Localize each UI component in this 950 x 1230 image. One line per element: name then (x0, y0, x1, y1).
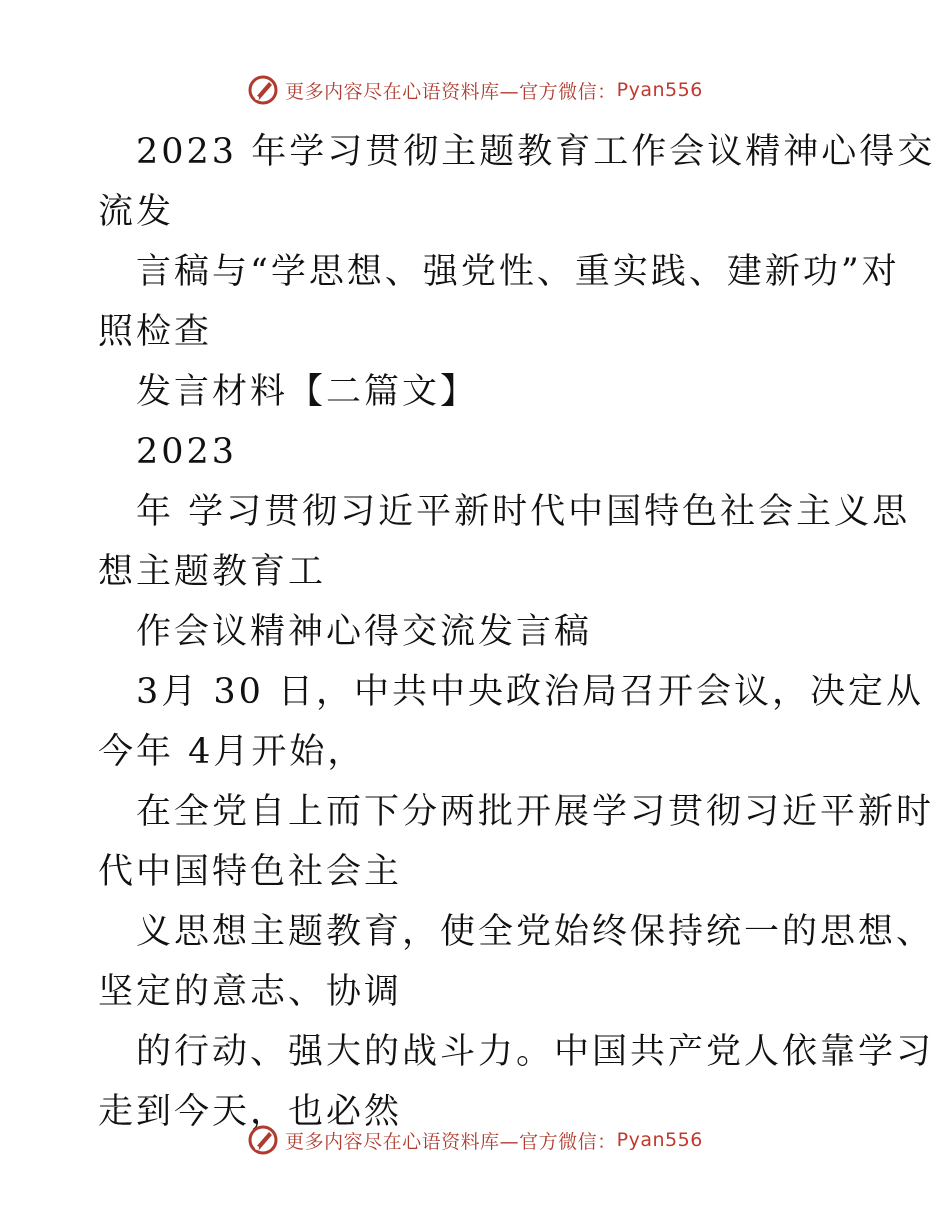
text-line: 作会议精神心得交流发言稿 (136, 612, 593, 652)
footer-watermark (0, 1120, 950, 1160)
text-line: 言稿与“学思想、强党性、重实践、建新功”对 (136, 252, 900, 292)
document-body (98, 122, 936, 1142)
text-line: 在全党自上而下分两批开展学习贯彻习近平新时 (136, 792, 935, 832)
text-line: 照检查 (98, 312, 213, 352)
text-line: 年 学习贯彻习近平新时代中国特色社会主义思 (136, 492, 911, 532)
text-line: 义思想主题教育，使全党始终保持统一的思想、 (136, 912, 935, 952)
text-line: 今年 4月开始， (98, 732, 366, 772)
text-line: 流发 (98, 192, 175, 232)
text-line: 发言材料【二篇文】 (136, 372, 479, 412)
text-line: 3月 30 日，中共中央政治局召开会议，决定从 (136, 672, 925, 712)
text-line: 2023 (136, 432, 238, 472)
watermark-contact: Pyan556 (616, 1129, 703, 1151)
pen-logo-icon (247, 1124, 279, 1156)
text-line: 代中国特色社会主 (98, 852, 403, 892)
header-watermark (0, 70, 950, 110)
text-line: 走到今天，也必然 (98, 1092, 403, 1132)
watermark-text: 更多内容尽在心语资料库—官方微信： (285, 1130, 617, 1153)
pen-logo-icon (247, 74, 279, 106)
text-line: 坚定的意志、协调 (98, 972, 403, 1012)
watermark-text: 更多内容尽在心语资料库—官方微信： (285, 80, 617, 103)
text-line: 2023 年学习贯彻主题教育工作会议精神心得交 (136, 132, 936, 172)
watermark-contact: Pyan556 (616, 79, 703, 101)
text-line: 想主题教育工 (98, 552, 327, 592)
text-line: 的行动、强大的战斗力。中国共产党人依靠学习 (136, 1032, 935, 1072)
